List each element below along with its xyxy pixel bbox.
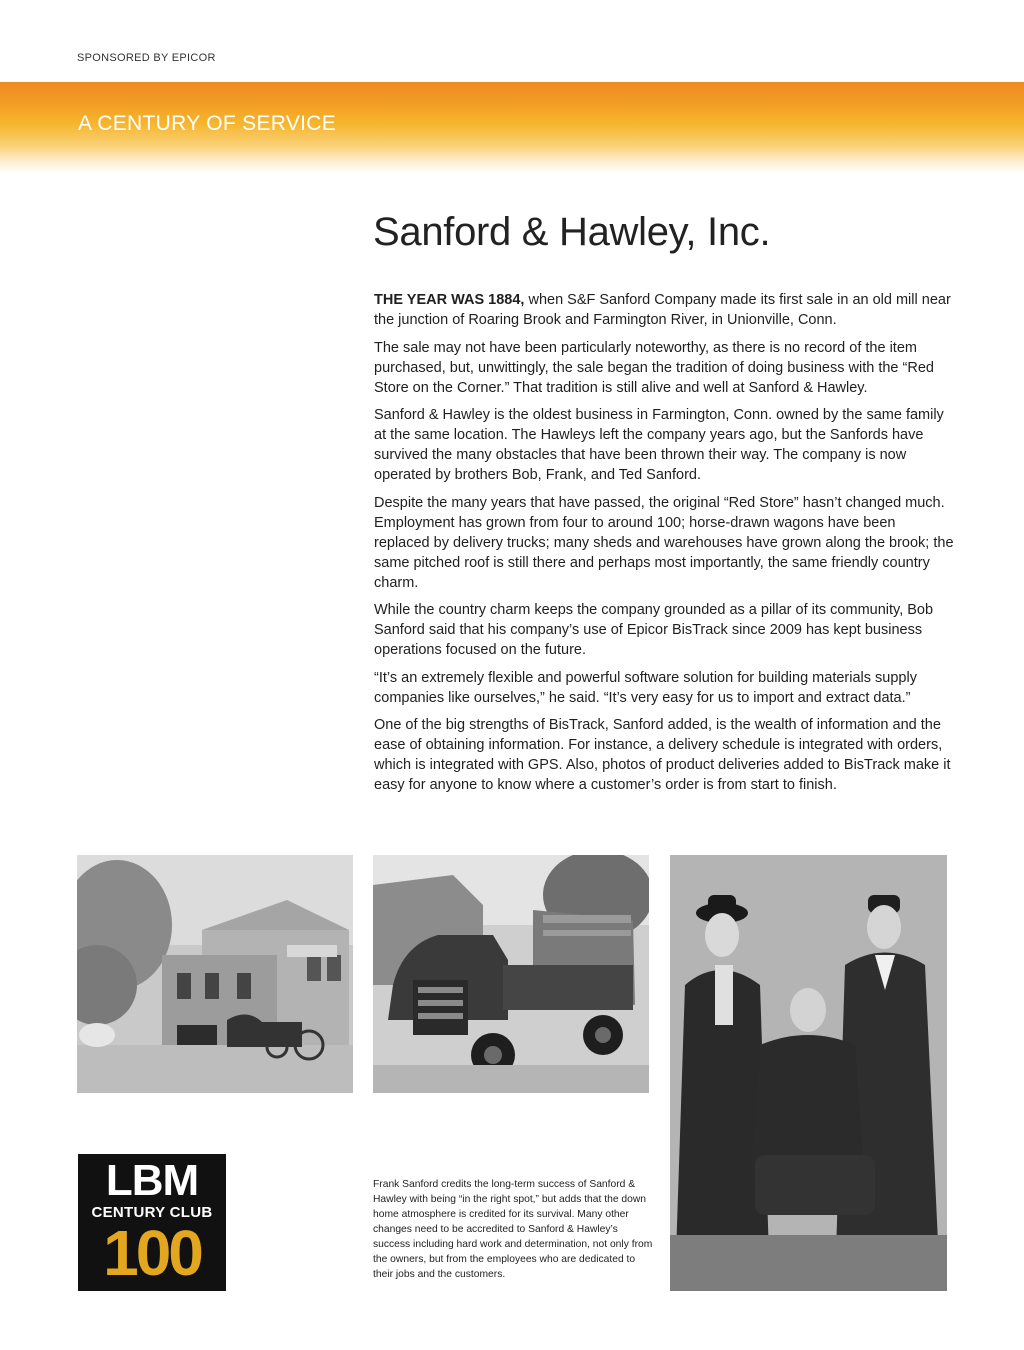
banner-title: A CENTURY OF SERVICE: [78, 112, 337, 135]
paragraph-1: [374, 290, 954, 330]
paragraph-7: One of the big strengths of BisTrack, Sanford added, is the wealth of information and the ease of obtaining information. For instance, a delivery schedule is integrated with orders, which is integrated with GPS. Also, photos of product deliveries added to BisTrack make it easy for anyone to know where a customer’s order is from start to finish.: [374, 717, 951, 793]
article-body: [374, 290, 954, 803]
logo-line-1: LBM: [105, 1156, 199, 1205]
photo-caption: Frank Sanford credits the long-term success of Sanford & Hawley with being “in the right spot,” but adds that the down home atmosphere is credited for its survival. Many other changes need to be accredited to Sanford & Hawley’s success including hard work and determination, not only from the owners, but from the employees who are dedicated to their jobs and the customers.: [373, 1179, 653, 1280]
logo-line-3: 100: [103, 1217, 201, 1289]
paragraph-2: The sale may not have been particularly noteworthy, as there is no record of the item purchased, but, unwittingly, the sale began the tradition of doing business with the “Red Store on the Corner.” That tradition is still alive and well at Sanford & Hawley.: [374, 339, 934, 396]
photo-three-men-portrait: [670, 855, 947, 1291]
paragraph-1-text: when S&F Sanford Company made its first sale in an old mill near the junction of Roaring Brook and Farmington River, in Unionville, Conn.: [374, 292, 951, 328]
article-title: Sanford & Hawley, Inc.: [373, 210, 771, 254]
photo-store-horses: [77, 855, 353, 1093]
lead-in: THE YEAR WAS 1884,: [374, 292, 525, 308]
paragraph-6: “It’s an extremely flexible and powerful software solution for building materials supply companies like ourselves,” he said. “It’s very easy for us to import and extract data.”: [374, 669, 917, 706]
paragraph-3: Sanford & Hawley is the oldest business in Farmington, Conn. owned by the same family at the same location. The Hawleys left the company years ago, but the Sanfords have survived the many obstacles that have been thrown their way. The company is now operated by brothers Bob, Frank, and Ted Sanford.: [374, 407, 944, 483]
paragraph-5: While the country charm keeps the company grounded as a pillar of its community, Bob Sanford said that his company’s use of Epicor BisTrack since 2009 has kept business operations focused on the future.: [374, 602, 934, 658]
sponsor-label: SPONSORED BY EPICOR: [77, 52, 216, 64]
banner: [0, 82, 1024, 174]
logo-line-2: CENTURY CLUB: [91, 1204, 213, 1221]
lbm-century-club-logo: [78, 1154, 226, 1291]
photo-delivery-truck: [373, 855, 649, 1093]
paragraph-4: Despite the many years that have passed, the original “Red Store” hasn’t changed much. Employment has grown from four to around 100; horse-drawn wagons have been replaced by delivery trucks; many sheds and warehouses have grown along the brook; the same pitched roof is still there and perhaps most importantly, the same friendly country charm.: [374, 494, 954, 591]
